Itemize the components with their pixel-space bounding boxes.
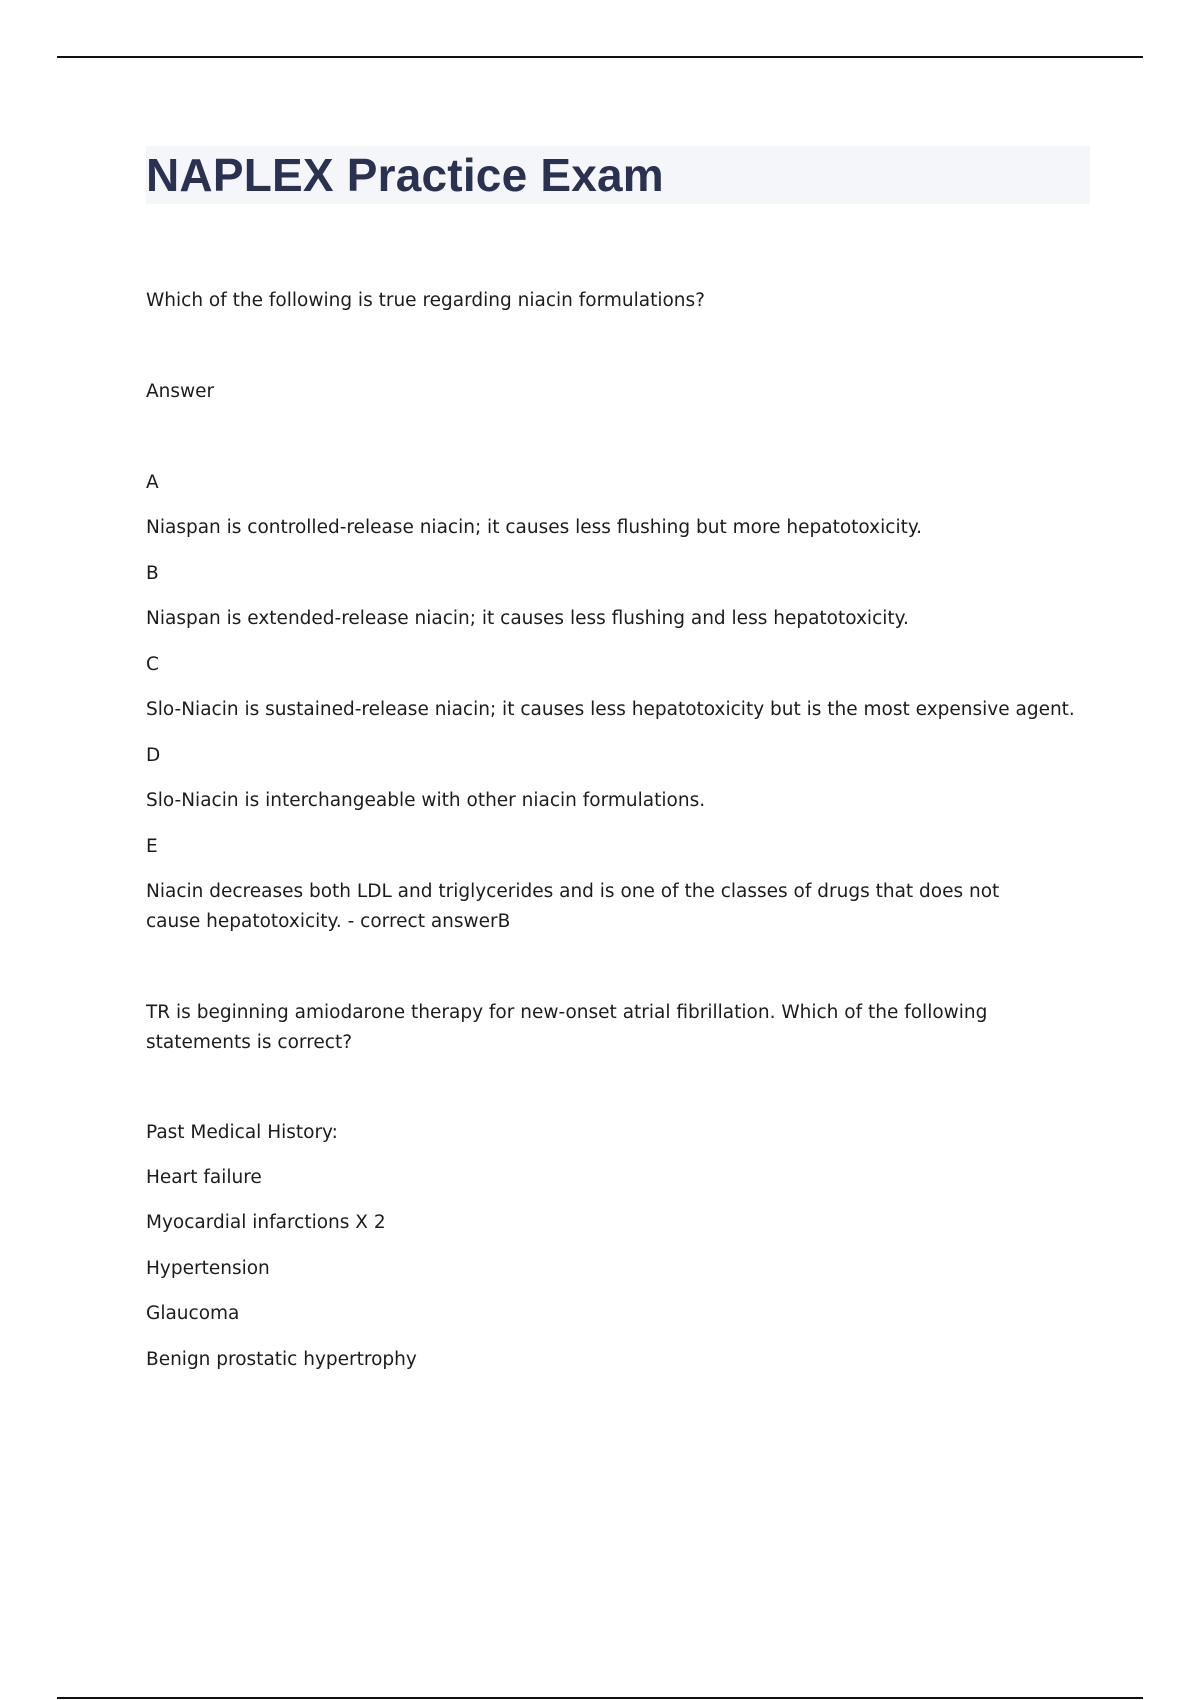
history-item: Heart failure bbox=[146, 1167, 262, 1188]
option-d-letter: D bbox=[146, 745, 161, 766]
option-b-text: Niaspan is extended-release niacin; it causes less flushing and less hepatotoxicity. bbox=[146, 608, 909, 629]
bottom-rule bbox=[57, 1697, 1143, 1699]
option-a-letter: A bbox=[146, 472, 159, 493]
question-2-prompt: TR is beginning amiodarone therapy for new-onset atrial fibrillation. Which of the following statements is correct? bbox=[146, 1002, 988, 1053]
option-e-text: Niacin decreases both LDL and triglycerides and is one of the classes of drugs that does not cause hepatotoxicity. - correct answerB bbox=[146, 881, 1000, 932]
title-band bbox=[146, 146, 1090, 204]
document-content bbox=[146, 146, 1090, 1370]
option-a-text: Niaspan is controlled-release niacin; it causes less flushing but more hepatotoxicity. bbox=[146, 517, 923, 538]
answer-label: Answer bbox=[146, 381, 215, 402]
option-e-letter: E bbox=[146, 836, 158, 857]
option-d-text: Slo-Niacin is interchangeable with other niacin formulations. bbox=[146, 790, 706, 811]
option-b-letter: B bbox=[146, 563, 159, 584]
history-item: Benign prostatic hypertrophy bbox=[146, 1349, 417, 1370]
page-title: NAPLEX Practice Exam bbox=[146, 149, 664, 201]
top-rule bbox=[57, 56, 1143, 58]
history-item: Myocardial infarctions X 2 bbox=[146, 1212, 386, 1233]
option-c-letter: C bbox=[146, 654, 159, 675]
history-heading: Past Medical History: bbox=[146, 1122, 338, 1143]
history-item: Hypertension bbox=[146, 1258, 270, 1279]
question-1-prompt: Which of the following is true regarding niacin formulations? bbox=[146, 290, 705, 311]
history-item: Glaucoma bbox=[146, 1303, 240, 1324]
option-c-text: Slo-Niacin is sustained-release niacin; it causes less hepatotoxicity but is the most expensive agent. bbox=[146, 699, 1075, 720]
